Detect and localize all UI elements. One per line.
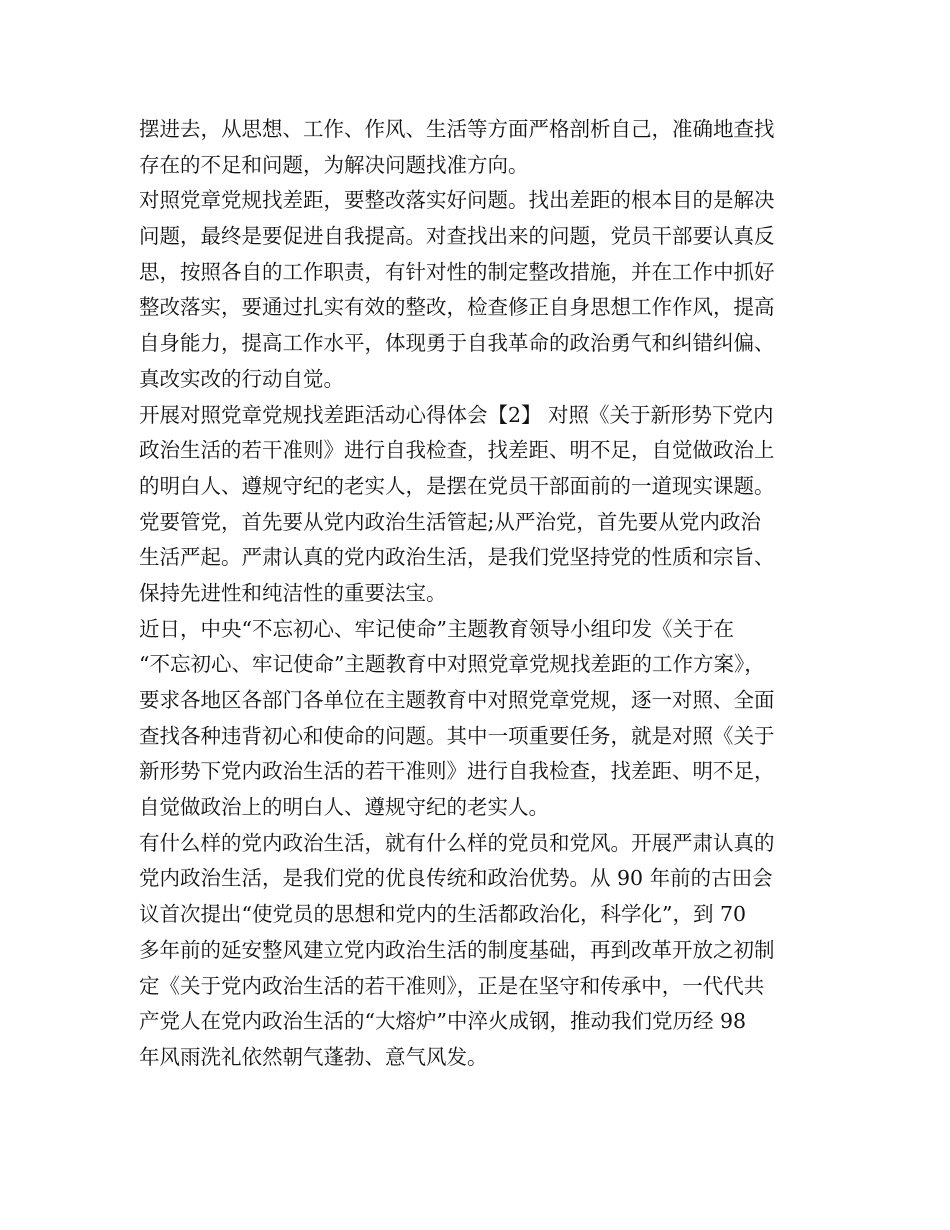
text-line: 摆进去，从思想、工作、作风、生活等方面严格剖析自己，准确地查找 [139,117,775,141]
text-line: 年风雨洗礼依然朝气蓬勃、意气风发。 [139,1044,488,1069]
text-line: 有什么样的党内政治生活，就有什么样的党员和党风。开展严肃认真的 [139,830,775,855]
text-line: 党内政治生活，是我们党的优良传统和政治优势。从 90 年前的古田会 [139,866,773,891]
text-line: 思，按照各自的工作职责，有针对性的制定整改措施，并在工作中抓好 [139,259,775,284]
text-line: 问题，最终是要促进自我提高。对查找出来的问题，党员干部要认真反 [139,224,775,249]
text-line: 多年前的延安整风建立党内政治生活的制度基础，再到改革开放之初制 [139,937,775,962]
document-body [139,112,839,1076]
text-line: 生活严起。严肃认真的党内政治生活，是我们党坚持党的性质和宗旨、 [139,545,775,570]
text-line: 自身能力，提高工作水平，体现勇于自我革命的政治勇气和纠错纠偏、 [139,331,775,356]
text-line: 要求各地区各部门各单位在主题教育中对照党章党规，逐一对照、全面 [139,688,775,712]
text-line: 对照党章党规找差距，要整改落实好问题。找出差距的根本目的是解决 [139,188,775,213]
text-line: 真改实改的行动自觉。 [139,366,344,391]
text-line: 自觉做政治上的明白人、遵规守纪的老实人。 [139,795,549,820]
text-line: 保持先进性和纯洁性的重要法宝。 [139,580,447,605]
text-line: 整改落实，要通过扎实有效的整改，检查修正自身思想工作作风，提高 [139,295,775,320]
text-line: 存在的不足和问题，为解决问题找准方向。 [139,152,529,177]
text-line: 的明白人、遵规守纪的老实人，是摆在党员干部面前的一道现实课题。 [139,473,775,498]
text-line: 查找各种违背初心和使命的问题。其中一项重要任务，就是对照《关于 [139,723,775,748]
text-line: 近日，中央“不忘初心、牢记使命”主题教育领导小组印发《关于在 [139,616,734,641]
text-line: 开展对照党章党规找差距活动心得体会【2】 对照《关于新形势下党内 [139,402,774,427]
text-line: 政治生活的若干准则》进行自我检查，找差距、明不足，自觉做政治上 [139,438,775,463]
text-line: 党要管党，首先要从党内政治生活管起;从严治党，首先要从党内政治 [139,509,761,534]
text-line: 定《关于党内政治生活的若干准则》，正是在坚守和传承中，一代代共 [139,973,765,998]
text-line: 产党人在党内政治生活的“大熔炉”中淬火成钢，推动我们党历经 98 [139,1009,747,1034]
text-line: “不忘初心、牢记使命”主题教育中对照党章党规找差距的工作方案》， [139,652,765,677]
text-line: 议首次提出“使党员的思想和党内的生活都政治化，科学化”，到 70 [139,902,747,927]
text-line: 新形势下党内政治生活的若干准则》进行自我检查，找差距、明不足， [139,759,775,784]
